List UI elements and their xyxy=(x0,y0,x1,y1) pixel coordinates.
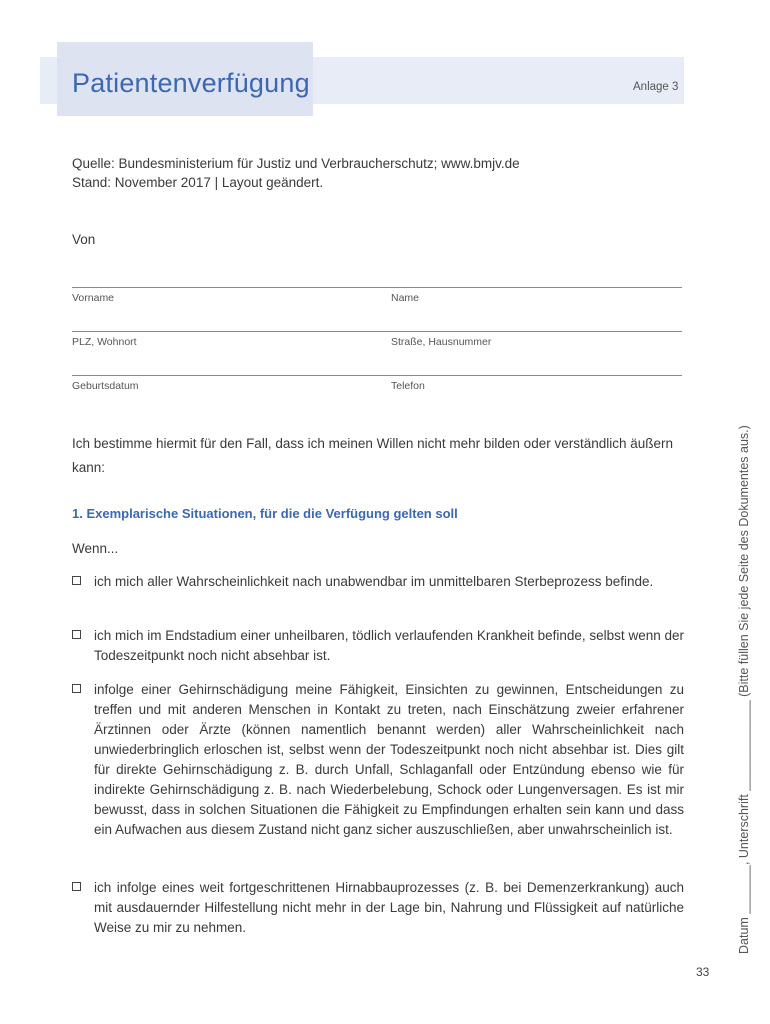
field-line-address[interactable] xyxy=(72,331,682,332)
page-number: 33 xyxy=(696,965,710,979)
list-item xyxy=(72,878,684,938)
telefon-label: Telefon xyxy=(391,380,425,392)
item-text: ich mich im Endstadium einer unheilbaren, tödlich verlaufenden Krankheit befinde, selbst wenn der Todeszeitpunkt noch nicht absehbar ist. xyxy=(94,628,684,663)
list-item xyxy=(72,626,684,666)
name-label: Name xyxy=(391,292,420,304)
field-line-name[interactable] xyxy=(72,287,682,288)
status-line: Stand: November 2017 | Layout geändert. xyxy=(72,175,324,190)
section-heading: 1. Exemplarische Situationen, für die die Verfügung gelten soll xyxy=(72,506,458,521)
item-text: ich infolge eines weit fortgeschrittenen Hirnabbauprozesses (z. B. bei Demenzerkrankung) auch mit ausdauernder Hilfestellung nicht mehr in der Lage bin, Nahrung und Flüssigkeit auf natürliche Weise zu mir zu nehmen. xyxy=(94,880,684,935)
item-text: ich mich aller Wahrscheinlichkeit nach unabwendbar im unmittelbaren Sterbeprozess befinde. xyxy=(94,574,654,589)
geburtsdatum-label: Geburtsdatum xyxy=(72,380,139,392)
checkbox[interactable] xyxy=(72,576,81,585)
page-title: Patientenverfügung xyxy=(72,68,310,98)
von-label: Von xyxy=(72,232,96,247)
item-text: infolge einer Gehirnschädigung meine Fähigkeit, Einsichten zu gewinnen, Entscheidungen zu treffen und mit anderen Menschen in Kontakt zu treten, nach Einschätzung zweier erfahrener Ärztinnen oder Ärzte (können namentlich benannt werden) aller Wahrscheinlichkeit nach unwiederbringlich erloschen ist, selbst wenn der Todeszeitpunkt noch nicht absehbar ist. Dies gilt für direkte Gehirnschädigung z. B. durch Unfall, Schlaganfall oder Entzündung ebenso wie für indirekte Gehirnschädigung z. B. nach Wiederbelebung, Schock oder Lungenversagen. Es ist mir bewusst, dass in solchen Situationen die Fähigkeit zu Empfindungen erhalten sein kann und dass ein Aufwachen aus diesem Zustand nicht ganz sicher auszuschließen, aber unwahrscheinlich ist. xyxy=(94,682,684,837)
checkbox[interactable] xyxy=(72,630,81,639)
checkbox[interactable] xyxy=(72,882,81,891)
list-item xyxy=(72,572,684,592)
field-line-birth-phone[interactable] xyxy=(72,375,682,376)
checkbox[interactable] xyxy=(72,684,81,693)
vorname-label: Vorname xyxy=(72,292,115,304)
source-note xyxy=(72,154,520,192)
strasse-label: Straße, Hausnummer xyxy=(391,336,492,348)
source-line: Quelle: Bundesministerium für Justiz und Verbraucherschutz; www.bmjv.de xyxy=(72,156,520,171)
annex-label: Anlage 3 xyxy=(633,81,679,93)
section-lead: Wenn... xyxy=(72,541,119,556)
signature-note: Datum _______, Unterschrift _____________ (Bitte füllen Sie jede Seite des Dokumentes aus.) xyxy=(737,425,751,954)
plz-wohnort-label: PLZ, Wohnort xyxy=(72,336,137,348)
list-item xyxy=(72,680,684,840)
intro-text: Ich bestimme hiermit für den Fall, dass ich meinen Willen nicht mehr bilden oder verständlich äußern kann: xyxy=(72,436,674,475)
